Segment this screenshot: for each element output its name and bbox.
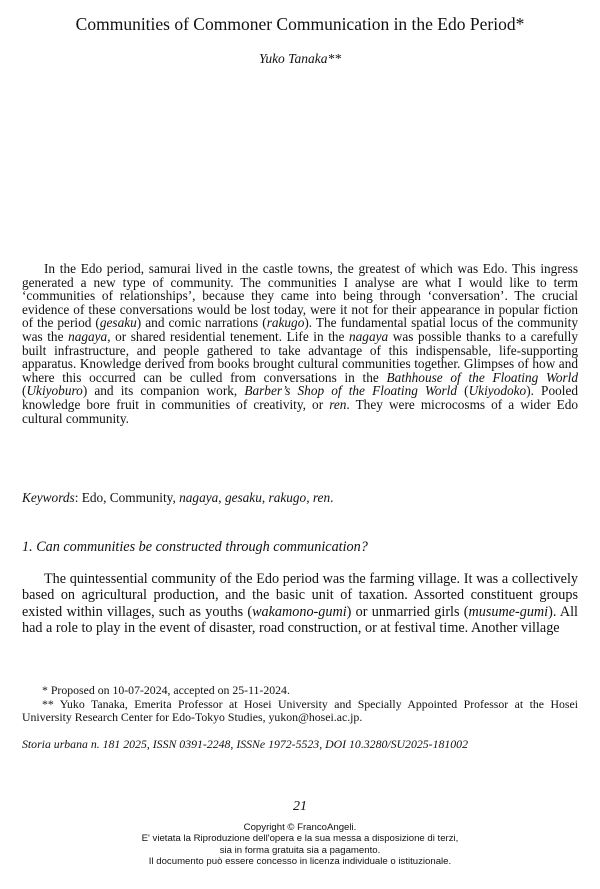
copyright-line: Il documento può essere concesso in licenza individuale o istituzionale. <box>148 856 452 868</box>
italic-term: nagaya <box>179 490 219 505</box>
italic-term: Ukiyoburo <box>26 383 83 399</box>
author-name: Yuko Tanaka** <box>259 51 341 66</box>
journal-citation: Storia urbana n. 181 2025, ISSN 0391-2248, ISSNe 1972-5523, DOI 10.3280/SU2025-181002 <box>22 737 468 751</box>
italic-term: gesaku <box>99 315 137 331</box>
italic-term: wakamono-gumi <box>252 603 347 620</box>
body-paragraph: The quintessential community of the Edo period was the farming village. It was a collectively based on agricultural production, and the basic unit of taxation. Assorted constituent groups existed within villages, such as youths (wakamono-gumi) or unmarried girls (musume-gumi). All had a role to play in the event of disaster, road construction, or at festival time. Another village <box>22 571 578 636</box>
italic-term: nagaya <box>68 328 108 344</box>
copyright-line: Copyright © FrancoAngeli. <box>243 822 357 833</box>
copyright-line: sia in forma gratuita sia a pagamento. <box>219 844 381 856</box>
italic-term: Bathhouse of the Floating World <box>386 369 579 385</box>
italic-term: rakugo <box>268 490 307 505</box>
italic-term: nagaya <box>349 328 389 344</box>
keywords-line: Keywords: Edo, Community, nagaya, gesaku, rakugo, ren. <box>22 490 334 505</box>
footnotes <box>22 684 578 725</box>
italic-term: ren <box>329 396 347 412</box>
italic-term: Keywords <box>22 490 75 505</box>
italic-term: gesaku <box>224 490 262 505</box>
section-heading: 1. Can communities be constructed through communication? <box>22 539 368 555</box>
italic-term: ren <box>312 490 331 505</box>
copyright-notice <box>0 822 600 868</box>
footnote-2: ** Yuko Tanaka, Emerita Professor at Hosei University and Specially Appointed Professor at the Hosei University Research Center for Edo-Tokyo Studies, yukon@hosei.ac.jp. <box>22 696 578 725</box>
italic-term: rakugo <box>266 315 305 331</box>
italic-term: musume-gumi <box>468 603 549 620</box>
copyright-line: E' vietata la Riproduzione dell'opera e la sua messa a disposizione di terzi, <box>141 833 459 845</box>
abstract-paragraph: In the Edo period, samurai lived in the castle towns, the greatest of which was Edo. This ingress generated a new type of community. The communities I analyse are what I would like to term ‘communities of relationships’, because they came into being through ‘conversation’. The crucial evidence of these conversations would be lost today, were it not for their appearance in popular fiction of the period (gesaku) and comic narrations (rakugo). The fundamental spatial locus of the community was the nagaya, or shared residential tenement. Life in the nagaya was possible thanks to a carefully built infrastructure, and people gathered to take advantage of this indispensable, life-supporting apparatus. Knowledge derived from books brought cultural communities together. Glimpses of how and where this occurred can be culled from conversations in the Bathhouse of the Floating World (Ukiyoburo) and its companion work, Barber’s Shop of the Floating World (Ukiyodoko). Pooled knowledge bore fruit in communities of creativity, or ren. They were microcosms of a wider Edo cultural community. <box>22 261 579 426</box>
paper-title: Communities of Commoner Communication in the Edo Period* <box>75 14 525 34</box>
page-number: 21 <box>293 799 307 814</box>
footnote-1: * Proposed on 10-07-2024, accepted on 25-11-2024. <box>42 683 290 697</box>
italic-term: Ukiyodoko <box>468 383 527 399</box>
italic-term: Barber’s Shop of the Floating World <box>244 383 458 399</box>
